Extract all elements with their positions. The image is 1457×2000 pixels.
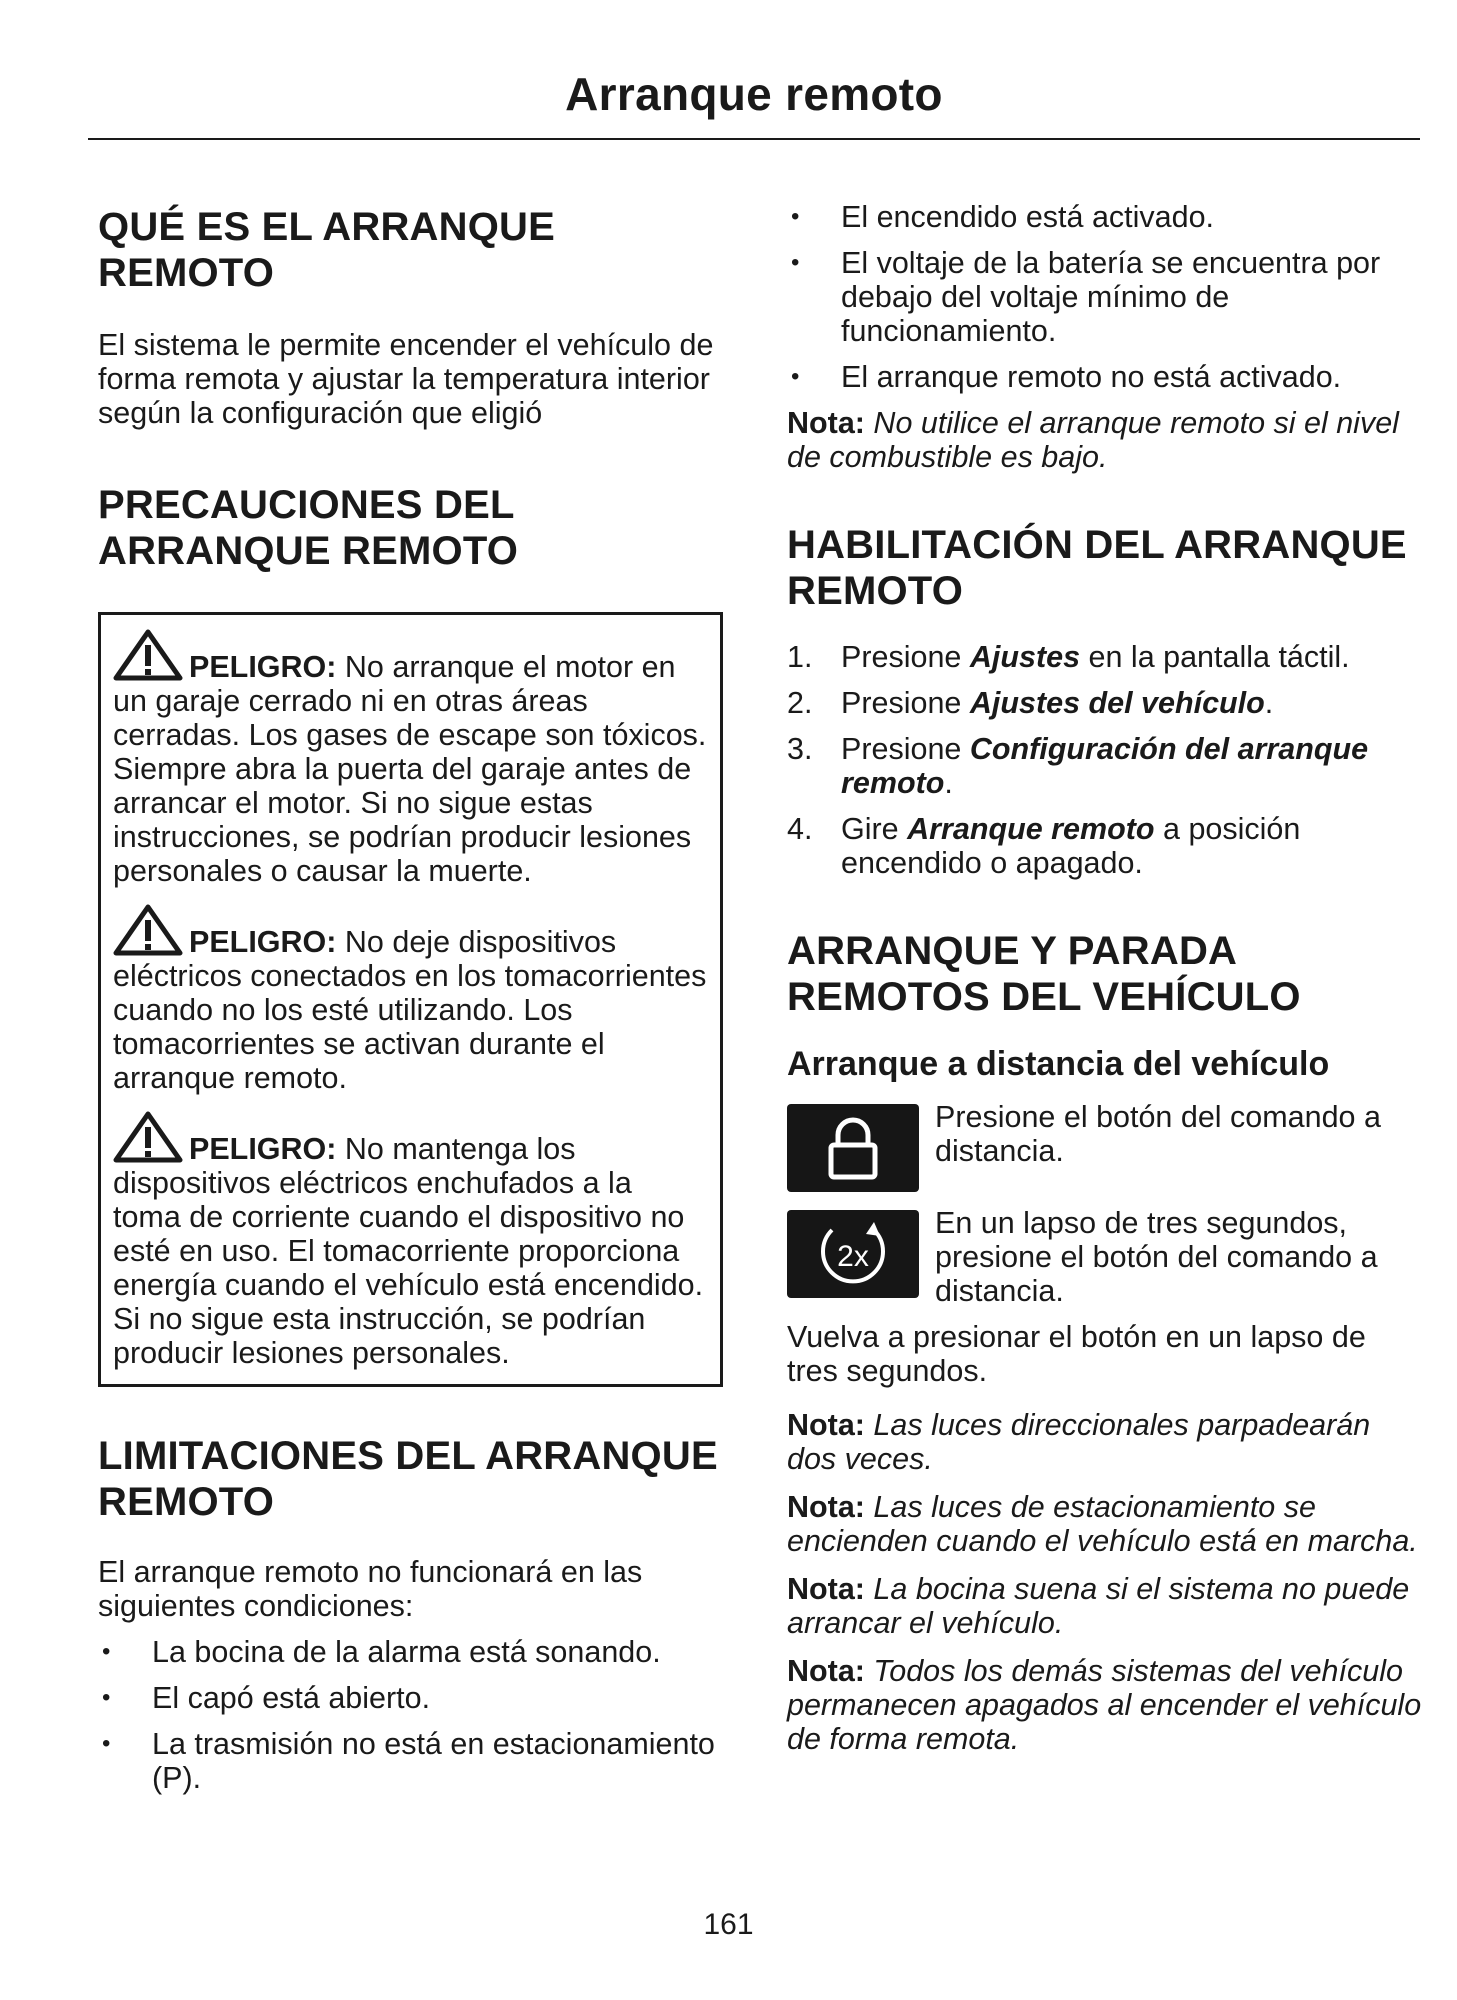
bullet-icon: • xyxy=(102,1730,111,1757)
note-label: Nota: xyxy=(787,1490,865,1524)
instruction-text: En un lapso de tres segundos, presione el botón del comando a distancia. xyxy=(935,1206,1378,1308)
what-is-body: El sistema le permite encender el vehículo de forma remota y ajustar la temperatura interior según la configuración que eligió xyxy=(98,328,714,430)
note xyxy=(787,1490,1422,1558)
instruction-row xyxy=(787,1100,1422,1192)
step-number: 1. xyxy=(787,640,813,674)
section-heading-precautions: PRECAUCIONES DEL ARRANQUE REMOTO xyxy=(98,483,519,573)
list-item: • El arranque remoto no está activado. xyxy=(791,360,1342,394)
bullet-icon: • xyxy=(791,363,800,390)
limitations-list xyxy=(98,1635,723,1795)
step-item: 2. Presione Ajustes del vehículo. xyxy=(787,686,1274,720)
bullet-icon: • xyxy=(102,1684,111,1711)
step-number: 4. xyxy=(787,812,813,846)
list-item: • El encendido está activado. xyxy=(791,200,1215,234)
note-text: La bocina suena si el sistema no puede arrancar el vehículo. xyxy=(787,1572,1410,1640)
step-number: 3. xyxy=(787,732,813,766)
list-item: • El capó está abierto. xyxy=(102,1681,431,1715)
danger-label: PELIGRO: xyxy=(189,1132,337,1166)
step-item: 3. Presione Configuración del arranque remoto. xyxy=(787,732,1369,800)
section-heading-start-stop: ARRANQUE Y PARADA REMOTOS DEL VEHÍCULO xyxy=(787,929,1301,1019)
enable-steps xyxy=(787,640,1422,880)
note-text: No utilice el arranque remoto si el nivel de combustible es bajo. xyxy=(787,406,1399,474)
danger-notice xyxy=(113,629,708,888)
left-column xyxy=(98,198,723,1795)
note-text: Las luces direccionales parpadearán dos veces. xyxy=(787,1408,1371,1476)
note-label: Nota: xyxy=(787,406,865,440)
instruction-row xyxy=(787,1206,1422,1308)
bullet-icon: • xyxy=(102,1638,111,1665)
danger-notice xyxy=(113,904,708,1095)
danger-notice xyxy=(113,1111,708,1370)
limitations-list-continued xyxy=(787,200,1422,394)
section-heading-limitations: LIMITACIONES DEL ARRANQUE REMOTO xyxy=(98,1434,718,1524)
danger-label: PELIGRO: xyxy=(189,650,337,684)
press-twice-label: 2x xyxy=(837,1240,869,1273)
subheading-remote-start: Arranque a distancia del vehículo xyxy=(787,1045,1330,1083)
right-column xyxy=(787,198,1422,1756)
warning-triangle-icon xyxy=(113,629,183,681)
note xyxy=(787,1654,1422,1756)
press-twice-icon xyxy=(787,1210,919,1298)
page-header xyxy=(88,58,1420,140)
setting-name: Ajustes xyxy=(969,640,1081,674)
note-label: Nota: xyxy=(787,1408,865,1442)
bullet-icon: • xyxy=(791,203,800,230)
bullet-icon: • xyxy=(791,249,800,276)
note-label: Nota: xyxy=(787,1572,865,1606)
danger-text: No mantenga los dispositivos eléctricos enchufados a la toma de corriente cuando el dispositivo no esté en uso. El tomacorriente proporciona energía cuando el vehículo está encendido. Si no sigue esta instrucción, se podrían producir lesiones personales. xyxy=(113,1132,704,1370)
setting-name: Configuración del arranque remoto xyxy=(841,732,1369,800)
lock-icon xyxy=(787,1104,919,1192)
fuel-note xyxy=(787,406,1422,474)
list-item: • El voltaje de la batería se encuentra por debajo del voltaje mínimo de funcionamiento. xyxy=(791,246,1381,348)
section-heading-what-is: QUÉ ES EL ARRANQUE REMOTO xyxy=(98,205,555,295)
after-text: Vuelva a presionar el botón en un lapso de tres segundos. xyxy=(787,1320,1366,1388)
step-item: 4. Gire Arranque remoto a posición encendido o apagado. xyxy=(787,812,1301,880)
warning-triangle-icon xyxy=(113,904,183,956)
warning-triangle-icon xyxy=(113,1111,183,1163)
limitations-intro: El arranque remoto no funcionará en las siguientes condiciones: xyxy=(98,1555,643,1623)
danger-text: No arranque el motor en un garaje cerrado ni en otras áreas cerradas. Los gases de escape son tóxicos. Siempre abra la puerta del garaje antes de arrancar el motor. Si no sigue estas instrucciones, se podrían producir lesiones personales o causar la muerte. xyxy=(113,650,707,888)
note xyxy=(787,1408,1422,1476)
note xyxy=(787,1572,1422,1640)
list-item: • La bocina de la alarma está sonando. xyxy=(102,1635,661,1669)
instruction-text: Presione el botón del comando a distancia. xyxy=(935,1100,1381,1168)
danger-text: No deje dispositivos eléctricos conectados en los tomacorrientes cuando no los esté utilizando. Los tomacorrientes se activan durante el arranque remoto. xyxy=(113,925,707,1095)
setting-name: Arranque remoto xyxy=(907,812,1155,846)
note-label: Nota: xyxy=(787,1654,865,1688)
note-text: Todos los demás sistemas del vehículo permanecen apagados al encender el vehículo de forma remota. xyxy=(787,1654,1422,1756)
step-number: 2. xyxy=(787,686,813,720)
danger-box xyxy=(98,612,723,1387)
note-text: Las luces de estacionamiento se encienden cuando el vehículo está en marcha. xyxy=(787,1490,1418,1558)
page-number: 161 xyxy=(703,1908,754,1941)
page-title: Arranque remoto xyxy=(565,68,943,120)
step-item: 1. Presione Ajustes en la pantalla táctil. xyxy=(787,640,1350,674)
danger-label: PELIGRO: xyxy=(189,925,337,959)
setting-name: Ajustes del vehículo xyxy=(969,686,1265,720)
list-item: • La trasmisión no está en estacionamiento (P). xyxy=(102,1727,715,1795)
section-heading-enable: HABILITACIÓN DEL ARRANQUE REMOTO xyxy=(787,523,1407,613)
